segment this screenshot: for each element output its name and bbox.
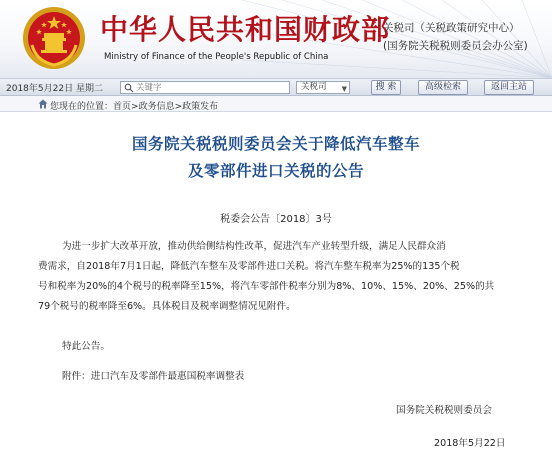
- signer: 国务院关税税则委员会: [396, 405, 492, 416]
- sign-date: 2018年5月22日: [434, 438, 506, 449]
- search-scope-value: 关税司: [301, 82, 327, 92]
- document-number: 税委会公告〔2018〕3号: [220, 214, 332, 225]
- article: [0, 112, 552, 465]
- search-bar: [0, 78, 552, 96]
- current-date: 2018年5月22日 星期二: [6, 84, 103, 94]
- breadcrumb-separator: >: [174, 102, 183, 112]
- return-home-button[interactable]: 返回主站: [484, 80, 534, 95]
- search-button[interactable]: 搜 索: [371, 80, 401, 95]
- site-header: [0, 0, 552, 78]
- department-name: 关税司（关税政策研究中心）: [383, 22, 520, 34]
- site-title-english: Ministry of Finance of the People's Republic of China: [104, 52, 329, 62]
- breadcrumb-separator: >: [131, 102, 139, 112]
- breadcrumb-policy-release[interactable]: 政策发布: [182, 102, 219, 112]
- national-emblem-icon[interactable]: [22, 5, 86, 71]
- attachment-link[interactable]: 附件：进口汽车及零部件最惠国税率调整表: [62, 371, 245, 382]
- body-line-2: 费需求，自2018年7月1日起，降低汽车整车及零部件进口关税。将汽车整车税率为25%的135个税: [38, 261, 460, 272]
- breadcrumb-label: 您现在的位置：: [50, 102, 114, 112]
- breadcrumb-home[interactable]: 首页: [113, 102, 132, 112]
- breadcrumb-gov-info[interactable]: 政务信息: [138, 102, 175, 112]
- search-box[interactable]: [120, 81, 290, 94]
- breadcrumb-bar: [0, 96, 552, 112]
- chevron-down-icon: ▼: [341, 85, 347, 93]
- search-scope-select[interactable]: [296, 81, 350, 94]
- breadcrumb: [50, 99, 218, 112]
- notice-text: 特此公告。: [62, 341, 110, 352]
- site-title: 中华人民共和国财政部: [100, 13, 391, 46]
- body-line-3: 号和税率为20%的4个税号的税率降至15%，将汽车零部件税率分别为8%、10%、15%、20%、25%的共: [38, 281, 495, 292]
- body-line-1: 为进一步扩大改革开放，推动供给侧结构性改革，促进汽车产业转型升级，满足人民群众消: [62, 241, 446, 252]
- department-subtitle: (国务院关税税则委员会办公室): [383, 40, 528, 52]
- article-title-line1: 国务院关税税则委员会关于降低汽车整车: [131, 135, 420, 153]
- home-icon: [38, 99, 48, 109]
- advanced-search-button[interactable]: 高级检索: [418, 80, 468, 95]
- article-title-line2: 及零部件进口关税的公告: [187, 162, 364, 180]
- search-icon: [124, 83, 134, 93]
- search-input[interactable]: [136, 82, 286, 93]
- body-line-4: 79个税号的税率降至6%。具体税目及税率调整情况见附件。: [38, 301, 296, 312]
